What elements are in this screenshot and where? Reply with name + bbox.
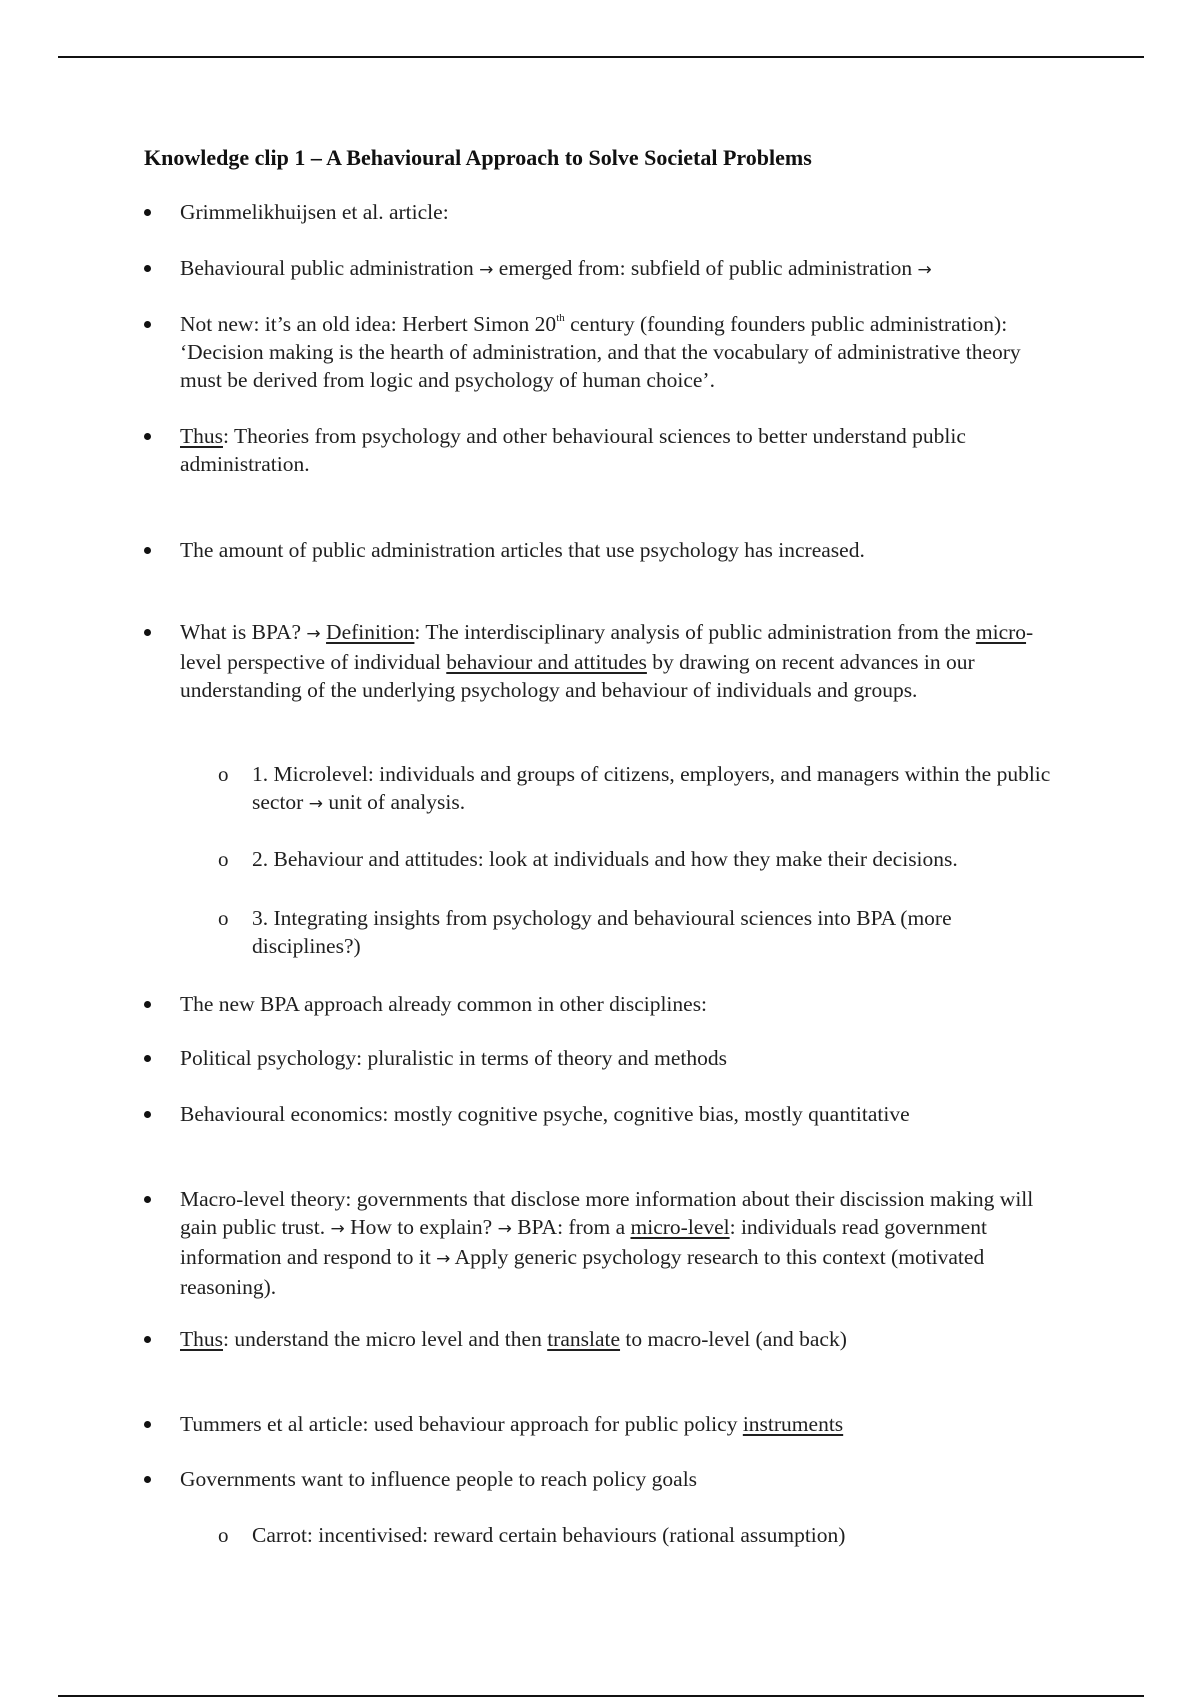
header-rule: [58, 56, 1144, 58]
sub-bullet-icon: o: [218, 1523, 229, 1547]
sub-list-item: o 1. Microlevel: individuals and groups of citizens, employers, and managers within the public sector → unit of analysis.: [218, 762, 1051, 814]
list-item: Behavioural economics: mostly cognitive psyche, cognitive bias, mostly quantitative: [180, 1100, 1060, 1128]
list-item: What is BPA? → Definition: The interdisciplinary analysis of public administration from the micro-level perspective of individual behaviour and attitudes by drawing on recent advances in our understanding of the underlying psychology and behaviour of individuals and groups.: [180, 618, 1060, 704]
arrow-icon: →: [306, 624, 321, 644]
bullet-icon: [144, 1476, 151, 1483]
list-item: Grimmelikhuijsen et al. article:: [180, 198, 1060, 226]
bullet-icon: [144, 1055, 151, 1062]
bullet-icon: [144, 265, 151, 272]
list-item: Thus: understand the micro level and then translate to macro-level (and back): [180, 1325, 1060, 1353]
arrow-icon: →: [497, 1219, 512, 1239]
bullet-icon: [144, 209, 151, 216]
sub-bullet-icon: o: [218, 847, 229, 871]
arrow-icon: →: [330, 1219, 345, 1239]
arrow-icon: →: [436, 1249, 451, 1269]
bullet-icon: [144, 433, 151, 440]
sub-list-item: o 3. Integrating insights from psychology and behavioural sciences into BPA (more disciplines?): [218, 906, 952, 958]
list-item: Not new: it’s an old idea: Herbert Simon 20th century (founding founders public administration): ‘Decision making is the hearth of administration, and that the vocabulary of administrative theory must be derived from logic and psychology of human choice’.: [180, 310, 1060, 394]
list-item: Macro-level theory: governments that disclose more information about their discission making will gain public trust. → How to explain? → BPA: from a micro-level: individuals read government information and respond to it → Apply generic psychology research to this context (motivated reasoning).: [180, 1185, 1060, 1301]
footer-rule: [58, 1695, 1144, 1697]
bullet-icon: [144, 1196, 151, 1203]
bullet-icon: [144, 629, 151, 636]
sub-bullet-icon: o: [218, 906, 229, 930]
bullet-icon: [144, 1336, 151, 1343]
sub-list-item: o Carrot: incentivised: reward certain behaviours (rational assumption): [218, 1523, 846, 1547]
arrow-icon: →: [308, 794, 323, 814]
sub-list-item: o 2. Behaviour and attitudes: look at individuals and how they make their decisions.: [218, 847, 958, 871]
list-item: Political psychology: pluralistic in terms of theory and methods: [180, 1044, 1060, 1072]
list-item: The amount of public administration articles that use psychology has increased.: [180, 536, 1060, 564]
bullet-icon: [144, 321, 151, 328]
page-title: Knowledge clip 1 – A Behavioural Approach to Solve Societal Problems: [144, 145, 812, 170]
list-item: Tummers et al article: used behaviour approach for public policy instruments: [180, 1410, 1060, 1438]
sub-bullet-icon: o: [218, 762, 229, 786]
list-item: Thus: Theories from psychology and other behavioural sciences to better understand public administration.: [180, 422, 1060, 478]
bullet-icon: [144, 1111, 151, 1118]
bullet-icon: [144, 1001, 151, 1008]
arrow-icon: →: [479, 260, 494, 280]
bullet-icon: [144, 1421, 151, 1428]
list-item: Governments want to influence people to reach policy goals: [180, 1465, 1060, 1493]
list-item: The new BPA approach already common in other disciplines:: [180, 990, 1060, 1018]
list-item: Behavioural public administration → emerged from: subfield of public administration →: [180, 254, 1060, 284]
bullet-icon: [144, 547, 151, 554]
arrow-icon: →: [917, 260, 932, 280]
